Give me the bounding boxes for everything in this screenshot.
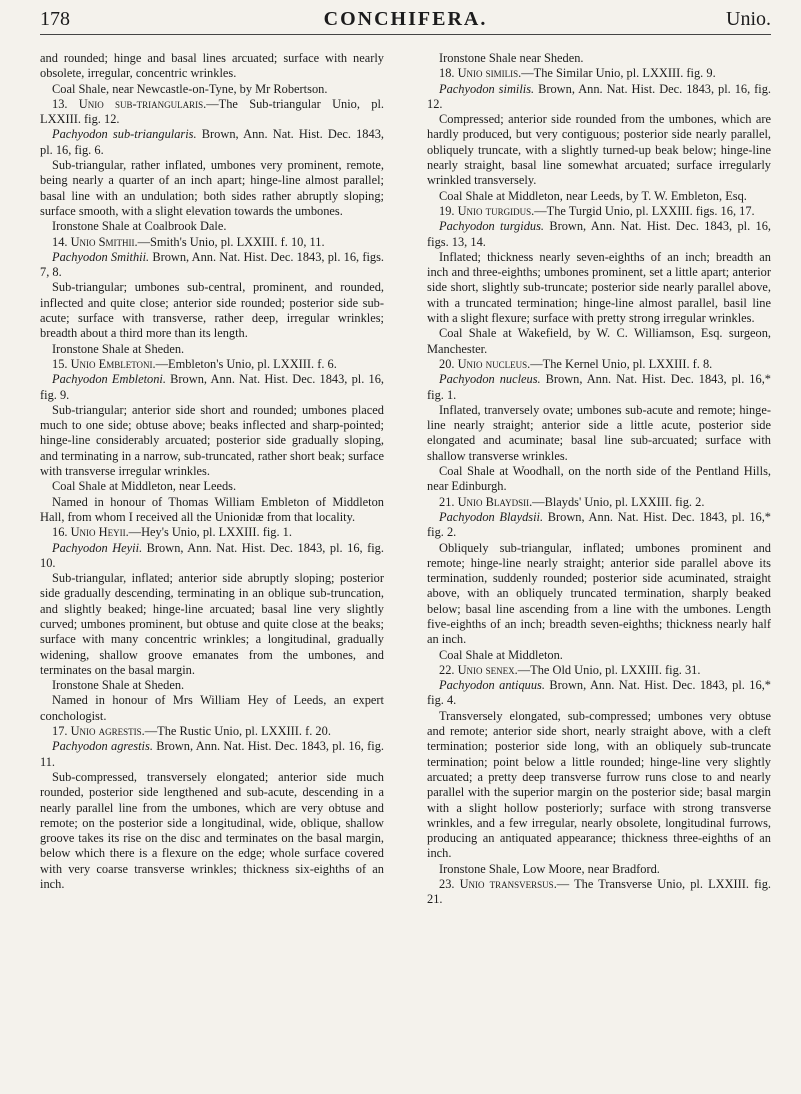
- synonym-line: Pachyodon Smithii. Brown, Ann. Nat. Hist. Dec. 1843, pl. 16, figs. 7, 8.: [40, 249, 385, 280]
- paragraph: Coal Shale at Middleton.: [439, 647, 563, 662]
- synonym-line: Pachyodon Embletoni. Brown, Ann. Nat. Hist. Dec. 1843, pl. 16, fig. 9.: [40, 372, 384, 402]
- species-heading: 23. Unio transversus.— The Transverse Unio, pl. LXXIII. fig. 21.: [427, 877, 771, 907]
- synonym-line: Pachyodon agrestis. Brown, Ann. Nat. Hist. Dec. 1843, pl. 16, fig. 11.: [40, 739, 385, 769]
- paragraph: Coal Shale at Wakefield, by W. C. Williamson, Esq. surgeon, Manchester.: [427, 326, 771, 356]
- paragraph: Sub-triangular; umbones sub-central, prominent, and rounded, inflected and quite close; anterior side rounded; posterior side sub-acute; surface with transverse, rather deep, irregular wrinkles; breadth about a third more than its length.: [40, 280, 384, 341]
- paragraph: Inflated; thickness nearly seven-eighths of an inch; breadth an inch and three-eighths; umbones prominent, set a little apart; anterior side short, slightly sub-truncate; posterior side nearly parallel above, with a truncated termination; hinge-line almost parallel, basil line with a slight flexure; surface with pretty strong irregular wrinkles.: [427, 249, 771, 326]
- species-heading: 14. Unio Smithii.—Smith's Unio, pl. LXXIII. f. 10, 11.: [52, 234, 325, 249]
- paragraph: Named in honour of Thomas William Embleton of Middleton Hall, from whom I received all the Unionidæ from that locality.: [40, 494, 384, 524]
- species-heading: 16. Unio Heyii.—Hey's Unio, pl. LXXIII. fig. 1.: [52, 525, 292, 540]
- species-heading: 13. Unio sub-triangularis.—The Sub-triangular Unio, pl. LXXIII. fig. 12.: [40, 96, 384, 127]
- paragraph: Ironstone Shale at Sheden.: [52, 678, 185, 693]
- synonym-line: Pachyodon sub-triangularis. Brown, Ann. Nat. Hist. Dec. 1843, pl. 16, fig. 6.: [40, 127, 384, 157]
- paragraph: Ironstone Shale, Low Moore, near Bradford.: [439, 861, 660, 876]
- paragraph: Transversely elongated, sub-compressed; umbones very obtuse and remote; anterior side short, nearly straight above, with a cleft termination; posterior side long, with an obliquely sub-truncate termination; point below a little rounded; hinge-line very slightly arcuated; a pretty deep transverse furrow runs close to and nearly parallel with the superior margin on the posterior side; basal margin with a slight hollow posteriorly; surface with strong transverse wrinkles, and a few irregular, nearly obsolete, longitudinal furrows, producing an antiquated appearance; thickness three-eighths of an inch.: [427, 708, 771, 861]
- species-heading: 18. Unio similis.—The Similar Unio, pl. LXXIII. fig. 9.: [439, 66, 716, 81]
- species-heading: 22. Unio senex.—The Old Unio, pl. LXXIII. fig. 31.: [439, 662, 701, 677]
- synonym-line: Pachyodon antiquus. Brown, Ann. Nat. Hist. Dec. 1843, pl. 16,* fig. 4.: [427, 678, 771, 708]
- right-column: [427, 51, 771, 908]
- paragraph: Sub-compressed, transversely elongated; anterior side much rounded, posterior side lengthened and sub-acute, descending in a nearly parallel line from the umbones, which are very obtuse and remote; on the posterior side a longitudinal, wide, oblique, shallow groove takes its rise on the disc and terminates on the basal margin, below which there is a flexure on the edge; whole surface covered with very coarse transverse wrinkles; thickness six-eighths of an inch.: [40, 769, 384, 892]
- header-rule: [40, 34, 771, 35]
- synonym-line: Pachyodon nucleus. Brown, Ann. Nat. Hist. Dec. 1843, pl. 16,* fig. 1.: [427, 372, 771, 402]
- page-number: 178: [40, 8, 70, 30]
- paragraph: Ironstone Shale at Coalbrook Dale.: [52, 219, 227, 234]
- species-heading: 19. Unio turgidus.—The Turgid Unio, pl. LXXIII. figs. 16, 17.: [439, 203, 755, 218]
- species-heading: 20. Unio nucleus.—The Kernel Unio, pl. LXXIII. f. 8.: [439, 356, 713, 371]
- left-column: [40, 51, 384, 892]
- paragraph: and rounded; hinge and basal lines arcuated; surface with nearly obsolete, irregular, concentric wrinkles.: [40, 51, 384, 81]
- species-heading: 17. Unio agrestis.—The Rustic Unio, pl. LXXIII. f. 20.: [52, 724, 331, 739]
- synonym-line: Pachyodon similis. Brown, Ann. Nat. Hist. Dec. 1843, pl. 16, fig. 12.: [427, 81, 771, 111]
- paragraph: Coal Shale, near Newcastle-on-Tyne, by Mr Robertson.: [52, 81, 328, 96]
- paragraph: Ironstone Shale at Sheden.: [52, 341, 185, 356]
- paragraph: Sub-triangular; anterior side short and rounded; umbones placed much to one side; obtuse above; beaks inflected and sharp-pointed; hinge-line considerably arcuated; posterior side gradually sloping, and terminating in a narrow, sub-truncated, rather short beak; surface with transverse irregular wrinkles.: [40, 402, 384, 479]
- paragraph: Coal Shale at Middleton, near Leeds.: [52, 479, 237, 494]
- running-title: CONCHIFERA.: [323, 8, 488, 30]
- paragraph: Named in honour of Mrs William Hey of Leeds, an expert conchologist.: [40, 693, 384, 723]
- paragraph: Sub-triangular, rather inflated, umbones very prominent, remote, being nearly a quarter of an inch apart; hinge-line almost parallel; basal line with an undulation; both sides rather abruptly sloping; surface smooth, with a slight elevation towards the umbones.: [40, 158, 384, 218]
- paragraph: Obliquely sub-triangular, inflated; umbones prominent and remote; hinge-line nearly straight; anterior side parallel above its termination, suddenly rounded; posterior side acuminated, straight above, with an obliquely truncated termination, sharply beaked below; basal line ascending from a line with the umbones. Length five-eighths of an inch; breadth seven-eighths; thickness nearly half an inch.: [427, 540, 771, 647]
- paragraph: Coal Shale at Middleton, near Leeds, by T. W. Embleton, Esq.: [439, 188, 747, 203]
- species-heading: 15. Unio Embletoni.—Embleton's Unio, pl. LXXIII. f. 6.: [52, 356, 337, 371]
- synonym-line: Pachyodon turgidus. Brown, Ann. Nat. Hist. Dec. 1843, pl. 16, figs. 13, 14.: [427, 219, 772, 249]
- synonym-line: Pachyodon Blaydsii. Brown, Ann. Nat. Hist. Dec. 1843, pl. 16,* fig. 2.: [427, 509, 771, 540]
- paragraph: Compressed; anterior side rounded from the umbones, which are hardly produced, but very contiguous; posterior side nearly parallel, obliquely truncate, with a slightly turned-up beak below; hinge-line nearly straight, basal line somewhat arcuated; surface irregularly wrinkled transversely.: [427, 112, 771, 188]
- paragraph: Inflated, tranversely ovate; umbones sub-acute and remote; hinge-line nearly straight; anterior side a little acute, posterior side elongated and acuminate; basal line sub-arcuated; surface with shallow transverse wrinkles.: [427, 402, 771, 463]
- running-genus: Unio.: [726, 8, 771, 30]
- paragraph: Ironstone Shale near Sheden.: [439, 51, 584, 65]
- species-heading: 21. Unio Blaydsii.—Blayds' Unio, pl. LXXIII. fig. 2.: [439, 494, 705, 509]
- paragraph: Sub-triangular, inflated; anterior side abruptly sloping; posterior side gradually descending, terminating in an oblique sub-truncation, and slightly beaked; hinge-line arcuated; basal line very slightly curved; umbones prominent, but obtuse and quite close at the beaks; surface with many concentric wrinkles; a longitudinal, gradually widening, shallow groove emanates from the umbones, and terminates on the basal margin.: [40, 571, 384, 677]
- synonym-line: Pachyodon Heyii. Brown, Ann. Nat. Hist. Dec. 1843, pl. 16, fig. 10.: [40, 540, 384, 570]
- paragraph: Coal Shale at Woodhall, on the north side of the Pentland Hills, near Edinburgh.: [427, 464, 771, 494]
